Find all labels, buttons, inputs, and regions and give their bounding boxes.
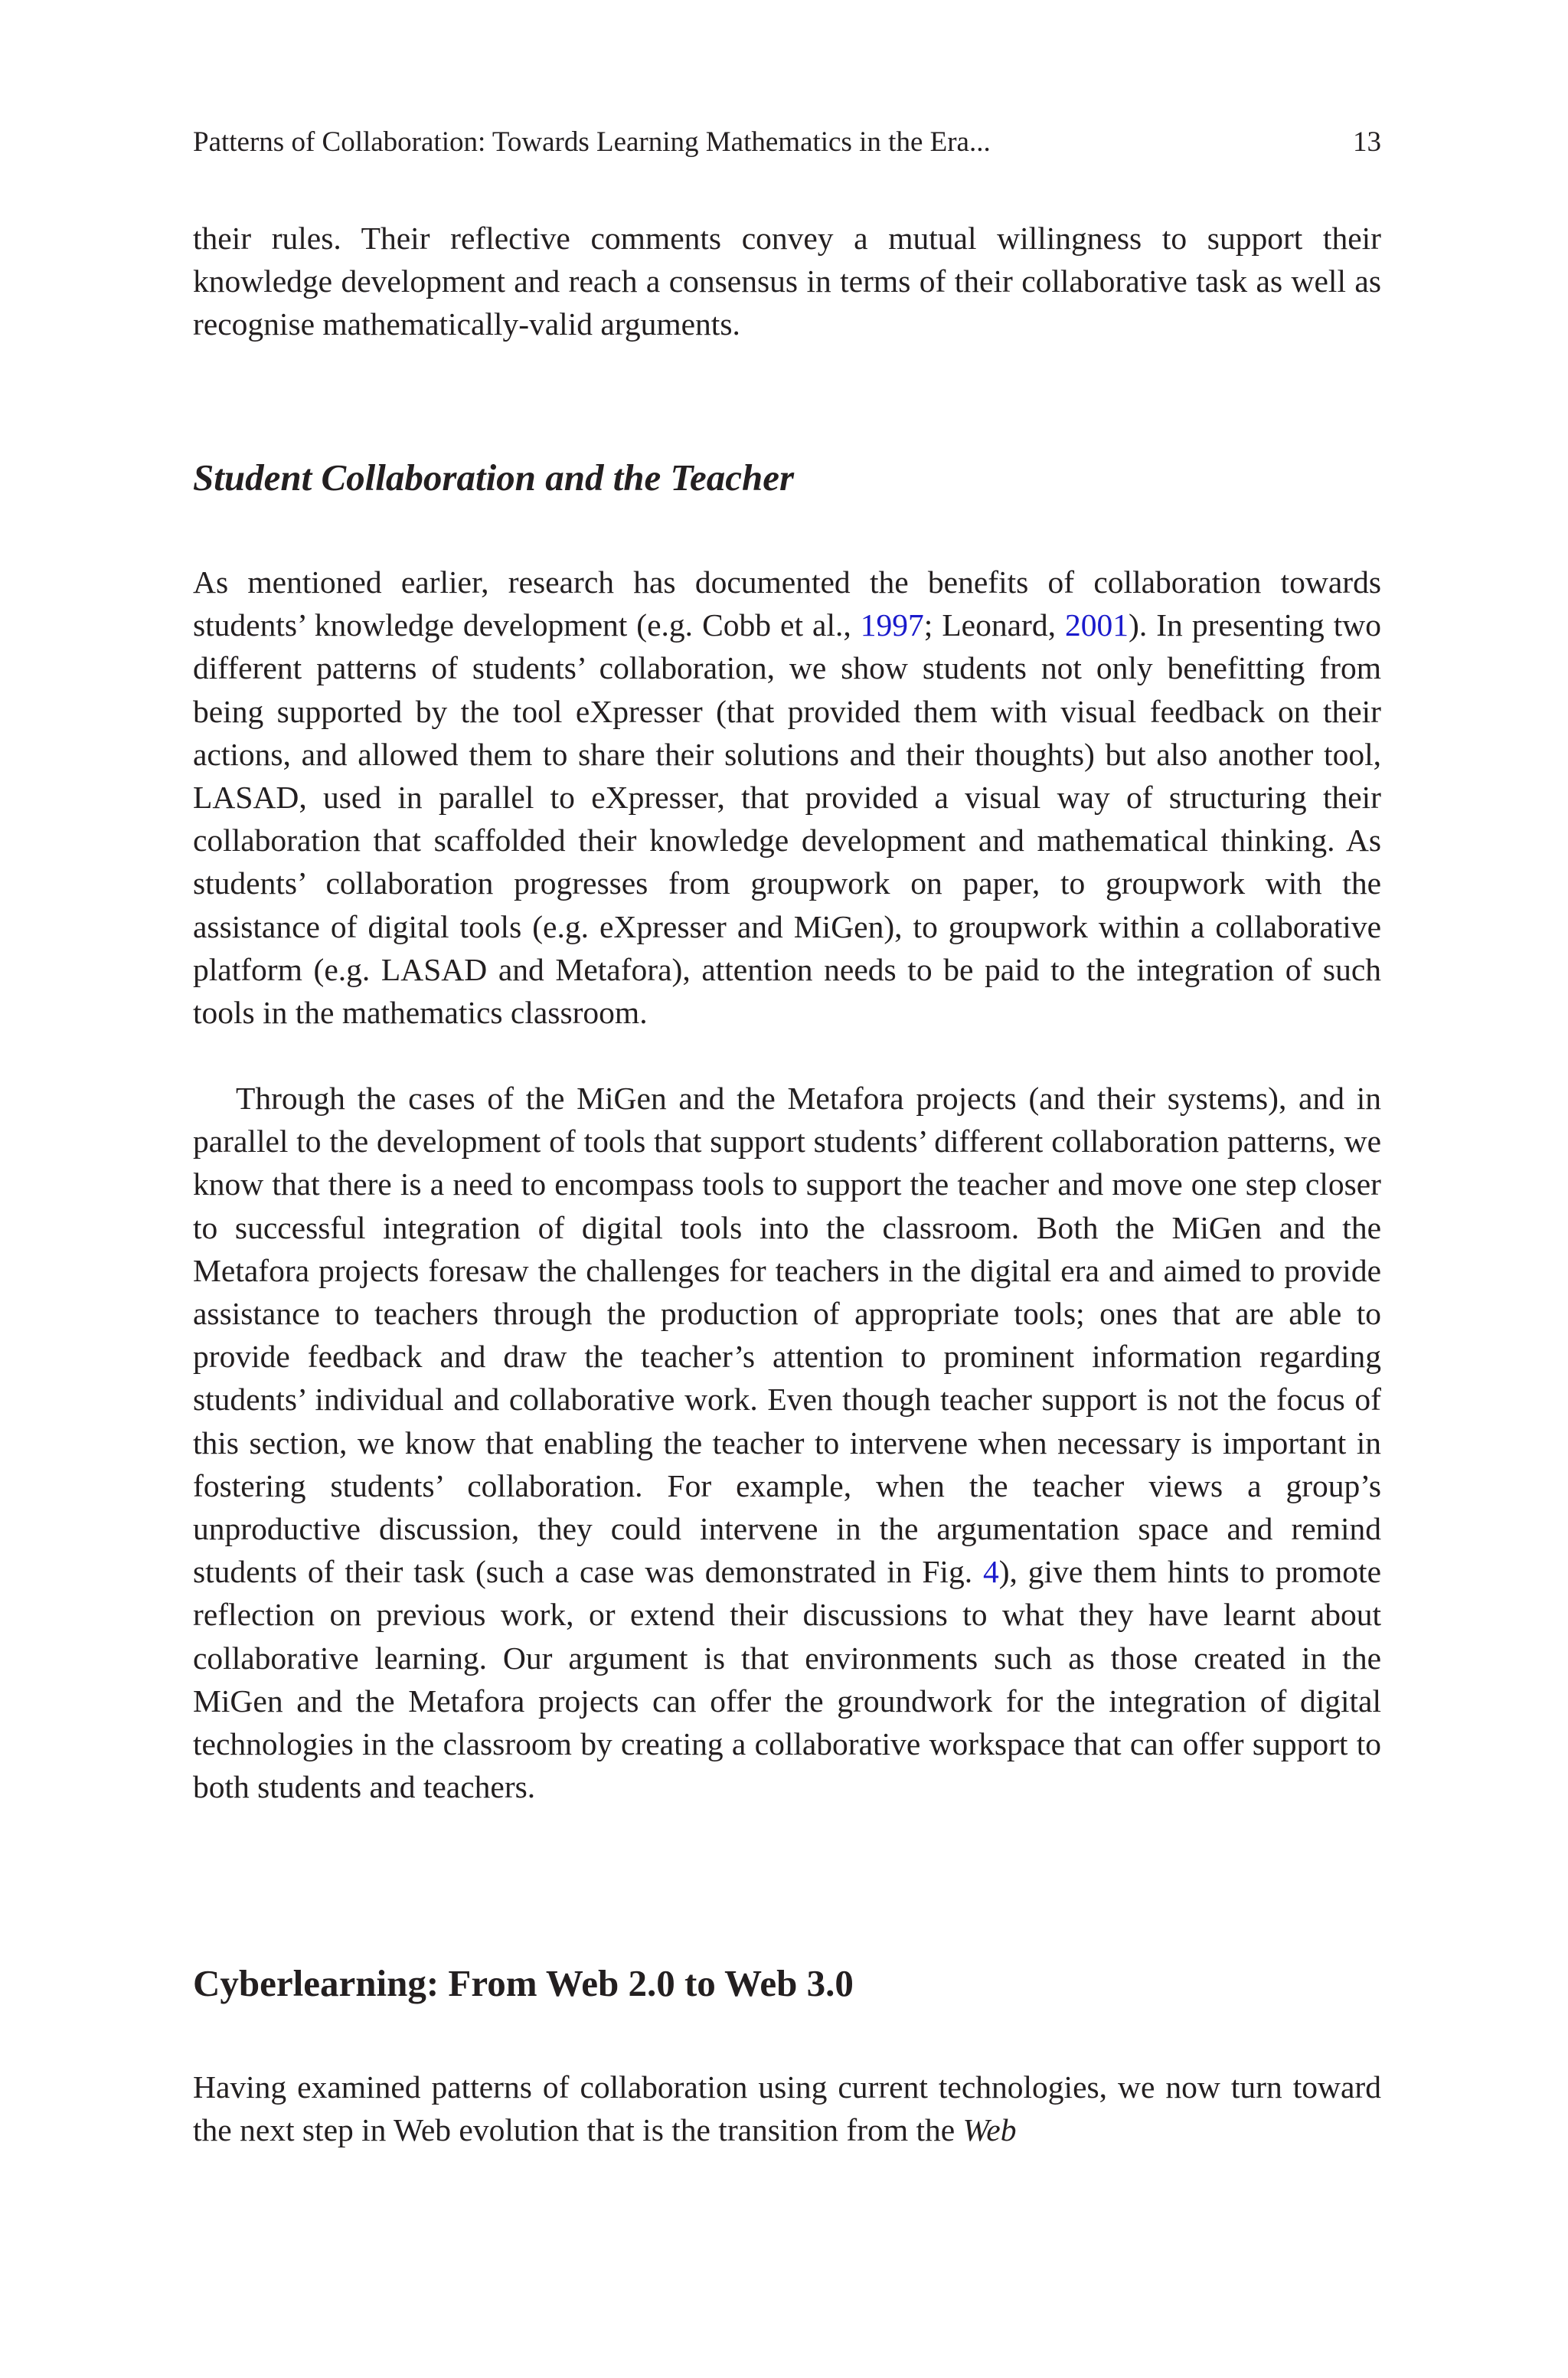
paragraph-text: ), give them hints to promote reflection on previous work, or extend their discussions to what they have learnt about collaborative learning. Our argument is that environments such as those created in the MiGen and the Metafora projects can offer the groundwork for the integration of digital technologies in the classroom by creating a collaborative workspace that can offer support to both students and teachers. <box>193 1554 1382 1805</box>
paragraph-text: ; Leonard, <box>923 607 1065 643</box>
paragraph-text: Having examined patterns of collaboration using current technologies, we now turn toward the next step in Web evolution that is the transition from the <box>193 2069 1381 2148</box>
paragraph-web-evolution <box>193 2066 1381 2151</box>
running-head-title: Patterns of Collaboration: Towards Learning Mathematics in the Era... <box>193 126 991 158</box>
paragraph-text: As mentioned earlier, research has documented the benefits of collaboration towards students’ knowledge development (e.g. Cobb et al., <box>193 564 1381 643</box>
section-heading-student-collaboration: Student Collaboration and the Teacher <box>193 456 795 499</box>
page-number: 13 <box>1353 126 1381 158</box>
paragraph-text: ). In presenting two different patterns of students’ collaboration, we show students not only benefitting from being supported by the tool eXpresser (that provided them with visual feedback on their actions, and allowed them to share their solutions and their thoughts) but also another tool, LASAD, used in parallel to eXpresser, that provided a visual way of structuring their collaboration that scaffolded their knowledge development and mathematical thinking. As students’ collaboration progresses from groupwork on paper, to groupwork with the assistance of digital tools (e.g. eXpresser and MiGen), to groupwork within a collaborative platform (e.g. LASAD and Metafora), attention needs to be paid to the integration of such tools in the mathematics classroom. <box>193 607 1381 1031</box>
section-heading-cyberlearning: Cyberlearning: From Web 2.0 to Web 3.0 <box>193 1962 854 2004</box>
running-head <box>193 126 1381 159</box>
italic-term-web: Web <box>962 2112 1017 2148</box>
paragraph-migen-metafora <box>193 1077 1381 1808</box>
paragraph-continued: their rules. Their reflective comments convey a mutual willingness to support their knowledge development and reach a consensus in terms of their collaborative task as well as recognise mathematically-valid arguments. <box>193 221 1381 342</box>
page <box>193 0 1381 2378</box>
citation-link-1997[interactable]: 1997 <box>860 607 924 643</box>
paragraph-text: Through the cases of the MiGen and the Metafora projects (and their systems), and in parallel to the development of tools that support students’ different collaboration patterns, we know that there is a need to encompass tools to support the teacher and move one step closer to successful integration of digital tools into the classroom. Both the MiGen and the Metafora projects foresaw the challenges for teachers in the digital era and aimed to provide assistance to teachers through the production of appropriate tools; ones that are able to provide feedback and draw the teacher’s attention to prominent information regarding students’ individual and collaborative work. Even though teacher support is not the focus of this section, we know that enabling the teacher to intervene when necessary is important in fostering students’ collaboration. For example, when the teacher views a group’s unproductive discussion, they could intervene in the argumentation space and remind students of their task (such a case was demonstrated in Fig. <box>193 1081 1381 1590</box>
paragraph-collaboration-benefits <box>193 561 1381 1034</box>
figure-link-4[interactable]: 4 <box>982 1554 999 1590</box>
citation-link-2001[interactable]: 2001 <box>1065 607 1129 643</box>
